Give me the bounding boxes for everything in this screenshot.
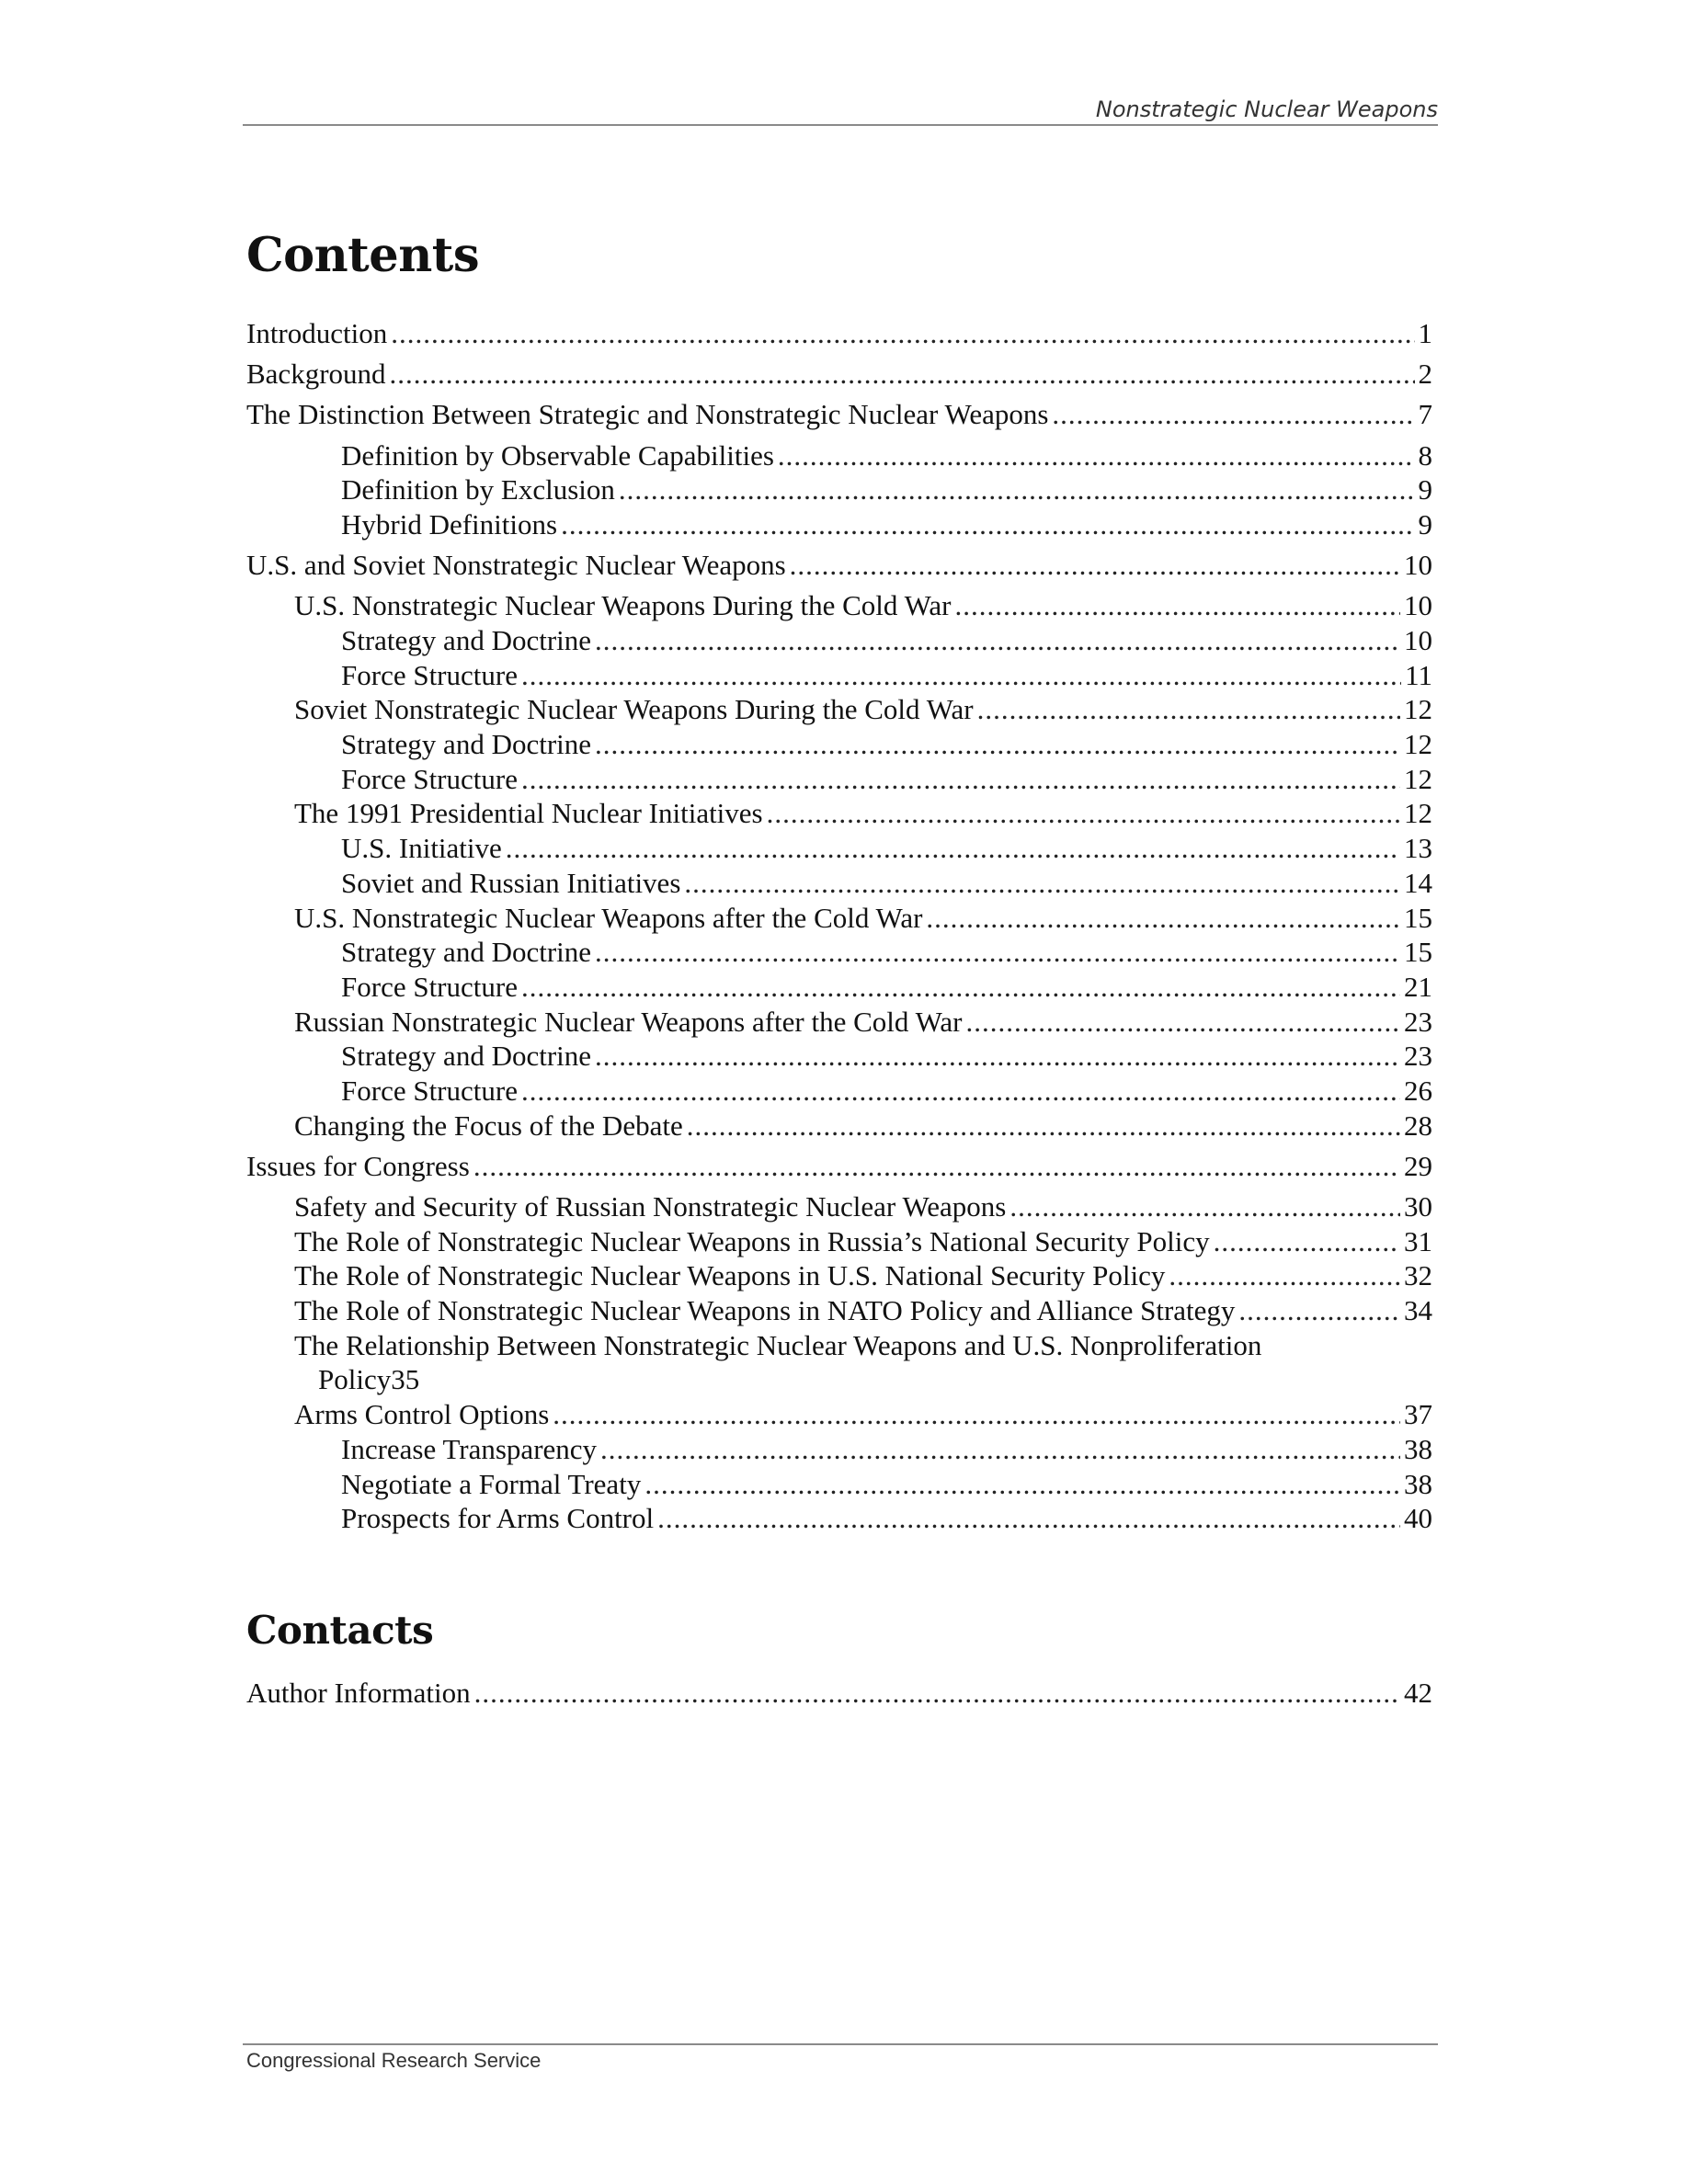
dot-leader	[778, 438, 1415, 473]
toc-entry-label: Background	[246, 358, 386, 391]
toc-entry-role-nato[interactable]	[246, 1293, 1432, 1328]
toc-entry-label: Changing the Focus of the Debate	[294, 1109, 683, 1142]
dot-leader	[390, 357, 1415, 392]
toc-entry-us-initiative[interactable]	[246, 831, 1432, 866]
toc-entry-label: The Role of Nonstrategic Nuclear Weapons in NATO Policy and Alliance Strategy	[294, 1294, 1236, 1327]
toc-entry-page: 10	[1404, 549, 1432, 582]
toc-entry-label: Prospects for Arms Control	[341, 1502, 655, 1535]
toc-entry-label: Russian Nonstrategic Nuclear Weapons after the Cold War	[294, 1005, 963, 1038]
toc-entry-label: Definition by Exclusion	[341, 473, 615, 506]
dot-leader	[561, 507, 1414, 542]
toc-entry-label: Soviet Nonstrategic Nuclear Weapons During the Cold War	[294, 693, 974, 726]
toc-entry-page: 14	[1404, 866, 1432, 899]
toc-entry-label: Negotiate a Formal Treaty	[341, 1467, 642, 1500]
toc-entry-1991-pni[interactable]	[246, 796, 1432, 831]
toc-entry-changing-focus[interactable]	[246, 1109, 1432, 1143]
dot-leader	[474, 1676, 1400, 1711]
toc-entry-label: Soviet and Russian Initiatives	[341, 866, 681, 899]
toc-entry-hybrid-definitions[interactable]	[246, 507, 1432, 542]
dot-leader	[965, 1005, 1400, 1040]
toc-entry-safety-security[interactable]	[246, 1189, 1432, 1224]
toc-entry-label-continued: Policy	[318, 1363, 392, 1396]
footer-source: Congressional Research Service	[246, 2049, 542, 2072]
dot-leader	[506, 831, 1400, 866]
toc-entry-page: 42	[1404, 1677, 1432, 1709]
toc-entry-label: Strategy and Doctrine	[341, 936, 592, 969]
toc-entry-page: 28	[1404, 1109, 1432, 1142]
toc-entry-page: 40	[1404, 1502, 1432, 1535]
toc-entry-label: Arms Control Options	[294, 1398, 550, 1431]
dot-leader	[1238, 1293, 1400, 1328]
toc-entry-russian-after-cold-war[interactable]	[246, 1005, 1432, 1040]
toc-entry-page: 26	[1404, 1074, 1432, 1107]
toc-entry-us-acw-strategy[interactable]	[246, 935, 1432, 970]
dot-leader	[600, 1432, 1400, 1467]
toc-entry-label: Strategy and Doctrine	[341, 728, 592, 761]
toc-entry-label: Introduction	[246, 317, 388, 349]
toc-entry-page: 12	[1404, 762, 1432, 795]
toc-entry-page: 15	[1404, 936, 1432, 969]
toc-entry-us-cw-strategy[interactable]	[246, 623, 1432, 658]
toc-entry-label: Increase Transparency	[341, 1432, 598, 1465]
toc-entry-label: U.S. and Soviet Nonstrategic Nuclear Weapons	[246, 549, 786, 582]
toc-entry-page: 13	[1404, 832, 1432, 865]
dot-leader	[687, 1109, 1400, 1143]
dot-leader	[521, 970, 1400, 1005]
toc-entry-label: Force Structure	[341, 762, 518, 795]
dot-leader	[790, 548, 1400, 583]
header-rule	[243, 124, 1438, 126]
dot-leader	[595, 1039, 1400, 1074]
dot-leader	[553, 1397, 1400, 1432]
dot-leader	[1009, 1189, 1400, 1224]
toc-entry-nonproliferation[interactable]	[246, 1328, 1432, 1397]
toc-entry-page: 9	[1418, 473, 1432, 506]
toc-entry-label: The 1991 Presidential Nuclear Initiatives	[294, 797, 763, 830]
toc-entry-label: The Role of Nonstrategic Nuclear Weapons in U.S. National Security Policy	[294, 1259, 1166, 1292]
dot-leader	[595, 727, 1400, 762]
toc-entry-page: 1	[1418, 317, 1432, 349]
contents-heading: Contents	[246, 228, 480, 283]
toc-entry-us-after-cold-war[interactable]	[246, 901, 1432, 936]
toc-entry-label: The Distinction Between Strategic and Nonstrategic Nuclear Weapons	[246, 398, 1049, 431]
toc-entry-label: Force Structure	[341, 970, 518, 1003]
dot-leader	[1214, 1224, 1400, 1259]
toc-entry-label: Author Information	[246, 1677, 471, 1709]
toc-entry-introduction[interactable]	[246, 316, 1432, 351]
toc-entry-page: 35	[391, 1363, 420, 1396]
toc-entry-page: 23	[1404, 1005, 1432, 1038]
toc-entry-us-cold-war[interactable]	[246, 588, 1432, 623]
toc-entry-label: U.S. Initiative	[341, 832, 502, 865]
toc-entry-us-cw-force[interactable]	[246, 658, 1432, 693]
toc-entry-page: 8	[1418, 438, 1432, 472]
toc-entry-soviet-cold-war[interactable]	[246, 692, 1432, 727]
dot-leader	[521, 658, 1401, 693]
dot-leader	[684, 866, 1400, 901]
dot-leader	[767, 796, 1400, 831]
toc-entry-page: 31	[1404, 1224, 1432, 1257]
dot-leader	[926, 901, 1400, 936]
contacts-list	[246, 1676, 1432, 1711]
toc-entry-label: Force Structure	[341, 658, 518, 691]
toc-entry-role-russia[interactable]	[246, 1224, 1432, 1259]
toc-entry-definition-capabilities[interactable]	[246, 438, 1432, 473]
toc-entry-page: 2	[1418, 358, 1432, 391]
toc-entry-label: U.S. Nonstrategic Nuclear Weapons During the Cold War	[294, 589, 952, 622]
toc-entry-definition-exclusion[interactable]	[246, 472, 1432, 507]
toc-entry-increase-transparency[interactable]	[246, 1432, 1432, 1467]
toc-entry-label: Hybrid Definitions	[341, 507, 558, 540]
toc-entry-label: U.S. Nonstrategic Nuclear Weapons after the Cold War	[294, 901, 923, 934]
dot-leader	[954, 588, 1400, 623]
toc-entry-role-us[interactable]	[246, 1258, 1432, 1293]
contacts-heading: Contacts	[246, 1608, 434, 1653]
dot-leader	[1169, 1258, 1400, 1293]
dot-leader	[644, 1467, 1400, 1502]
toc-entry-page: 10	[1404, 624, 1432, 656]
toc-entry-page: 38	[1404, 1432, 1432, 1465]
toc-entry-page: 37	[1404, 1398, 1432, 1431]
toc-entry-label: Definition by Observable Capabilities	[341, 438, 774, 472]
toc-entry-label: Strategy and Doctrine	[341, 624, 592, 656]
toc-entry-page: 23	[1404, 1040, 1432, 1073]
toc-entry-page: 29	[1404, 1149, 1432, 1182]
toc-entry-distinction[interactable]	[246, 397, 1432, 432]
dot-leader	[473, 1149, 1400, 1184]
dot-leader	[657, 1501, 1400, 1536]
toc-entry-russian-acw-strategy[interactable]	[246, 1039, 1432, 1074]
dot-leader	[391, 316, 1414, 351]
toc-entry-page: 15	[1404, 901, 1432, 934]
toc-entry-label: Issues for Congress	[246, 1149, 470, 1182]
toc-entry-author-information[interactable]	[246, 1676, 1432, 1711]
footer-rule	[243, 2043, 1438, 2045]
toc-entry-us-soviet[interactable]	[246, 548, 1432, 583]
dot-leader	[1052, 397, 1414, 432]
toc-entry-page: 9	[1418, 507, 1432, 540]
toc-entry-page: 12	[1404, 728, 1432, 761]
toc-entry-russian-acw-force[interactable]	[246, 1074, 1432, 1109]
dot-leader	[977, 692, 1400, 727]
running-header: Nonstrategic Nuclear Weapons	[1095, 97, 1438, 122]
toc-entry-page: 30	[1404, 1190, 1432, 1223]
toc-entry-arms-control-options[interactable]	[246, 1397, 1432, 1432]
toc-entry-soviet-cw-force[interactable]	[246, 762, 1432, 797]
toc-entry-formal-treaty[interactable]	[246, 1467, 1432, 1502]
toc-entry-us-acw-force[interactable]	[246, 970, 1432, 1005]
toc-entry-label: Strategy and Doctrine	[341, 1040, 592, 1073]
toc-entry-soviet-russian-initiatives[interactable]	[246, 866, 1432, 901]
toc-entry-page: 12	[1404, 797, 1432, 830]
toc-entry-prospects[interactable]	[246, 1501, 1432, 1536]
toc-entry-issues-for-congress[interactable]	[246, 1149, 1432, 1184]
dot-leader	[595, 935, 1400, 970]
toc-entry-soviet-cw-strategy[interactable]	[246, 727, 1432, 762]
dot-leader	[521, 762, 1400, 797]
toc-entry-page: 38	[1404, 1467, 1432, 1500]
dot-leader	[619, 472, 1415, 507]
toc-entry-label: Safety and Security of Russian Nonstrategic Nuclear Weapons	[294, 1190, 1007, 1223]
toc-entry-label: The Role of Nonstrategic Nuclear Weapons in Russia’s National Security Policy	[294, 1224, 1210, 1257]
toc-entry-page: 12	[1404, 693, 1432, 726]
toc-entry-page: 11	[1405, 658, 1432, 691]
toc-entry-background[interactable]	[246, 357, 1432, 392]
toc-entry-label: The Relationship Between Nonstrategic Nuclear Weapons and U.S. Nonproliferation	[294, 1328, 1262, 1361]
toc-entry-page: 34	[1404, 1294, 1432, 1327]
toc-entry-label: Force Structure	[341, 1074, 518, 1107]
toc-entry-page: 21	[1404, 970, 1432, 1003]
toc-entry-page: 7	[1418, 398, 1432, 431]
toc-entry-page: 32	[1404, 1259, 1432, 1292]
dot-leader	[595, 623, 1400, 658]
toc-entry-page: 10	[1404, 589, 1432, 622]
table-of-contents	[246, 316, 1432, 1536]
dot-leader	[521, 1074, 1400, 1109]
